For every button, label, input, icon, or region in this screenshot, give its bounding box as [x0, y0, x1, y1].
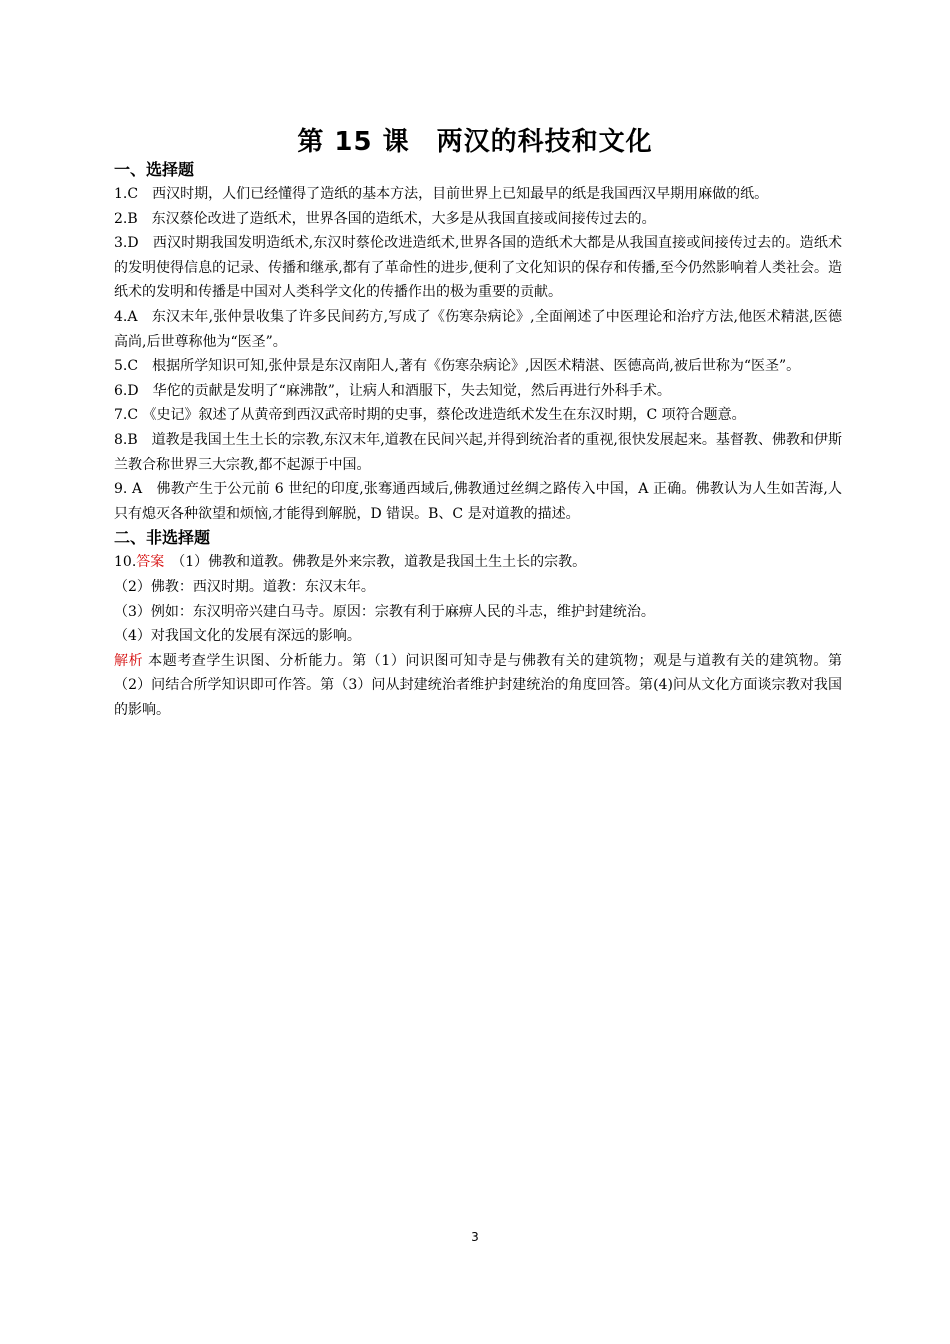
answer-item-8: 8.B 道教是我国土生土长的宗教,东汉末年,道教在民间兴起,并得到统治者的重视,很快发展起来。基督教、佛教和伊斯兰教合称世界三大宗教,都不起源于中国。: [114, 431, 842, 473]
answer-item-7: 7.C 《史记》叙述了从黄帝到西汉武帝时期的史事，蔡伦改进造纸术发生在东汉时期，C 项符合题意。: [114, 407, 746, 424]
section-heading-choice: 一、选择题: [114, 160, 195, 179]
analysis-text: 本题考查学生识图、分析能力。第（1）问识图可知寺是与佛教有关的建筑物；观是与道教有关的建筑物。第（2）问结合所学知识即可作答。第（3）问从封建统治者维护封建统治的角度回答。第(4)问从文化方面谈宗教对我国的影响。: [114, 652, 843, 718]
answer-part-4: （4）对我国文化的发展有深远的影响。: [114, 628, 361, 645]
page-number: 3: [471, 1230, 479, 1244]
analysis-label: 解析: [114, 652, 144, 669]
question-number: 10.: [114, 554, 137, 571]
document-body: [114, 158, 842, 722]
answer-item-9: 9. A 佛教产生于公元前 6 世纪的印度,张骞通西域后,佛教通过丝绸之路传入中国，A 正确。佛教认为人生如苦海,人只有熄灭各种欲望和烦恼,才能得到解脱，D 错误。B、C 是对道教的描述。: [114, 481, 842, 522]
answer-part-2: （2）佛教：西汉时期。道教：东汉末年。: [114, 578, 375, 595]
section-heading-nonchoice: 二、非选择题: [114, 528, 211, 548]
analysis-paragraph: [114, 649, 842, 723]
answer-part-3: （3）例如：东汉明帝兴建白马寺。原因：宗教有利于麻痹人民的斗志，维护封建统治。: [114, 603, 655, 620]
answer-item-6: 6.D 华佗的贡献是发明了“麻沸散”，让病人和酒服下，失去知觉，然后再进行外科手术。: [114, 382, 671, 399]
answer-label: 答案: [136, 554, 165, 571]
answer-item-5: 5.C 根据所学知识可知,张仲景是东汉南阳人,著有《伤寒杂病论》,因医术精湛、医德高尚,被后世称为“医圣”。: [114, 358, 801, 375]
answer-item-1: 1.C 西汉时期，人们已经懂得了造纸的基本方法，目前世界上已知最早的纸是我国西汉早期用麻做的纸。: [114, 186, 769, 202]
answer-part-1: （1）佛教和道教。佛教是外来宗教，道教是我国土生土长的宗教。: [164, 554, 587, 571]
answer-item-4: 4.A 东汉末年,张仲景收集了许多民间药方,写成了《伤寒杂病论》,全面阐述了中医理论和治疗方法,他医术精湛,医德高尚,后世尊称他为“医圣”。: [114, 308, 842, 350]
question-10-answer: [114, 550, 842, 575]
answer-item-3: 3.D 西汉时期我国发明造纸术,东汉时蔡伦改进造纸术,世界各国的造纸术大都是从我国直接或间接传过去的。造纸术的发明使得信息的记录、传播和继承,都有了革命性的进步,便利了文化知识的保存和传播,至今仍然影响着人类社会。造纸术的发明和传播是中国对人类科学文化的传播作出的极为重要的贡献。: [114, 235, 842, 301]
page-title: 第 15 课 两汉的科技和文化: [297, 127, 653, 157]
answer-item-2: 2.B 东汉蔡伦改进了造纸术，世界各国的造纸术，大多是从我国直接或间接传过去的。: [114, 210, 656, 227]
